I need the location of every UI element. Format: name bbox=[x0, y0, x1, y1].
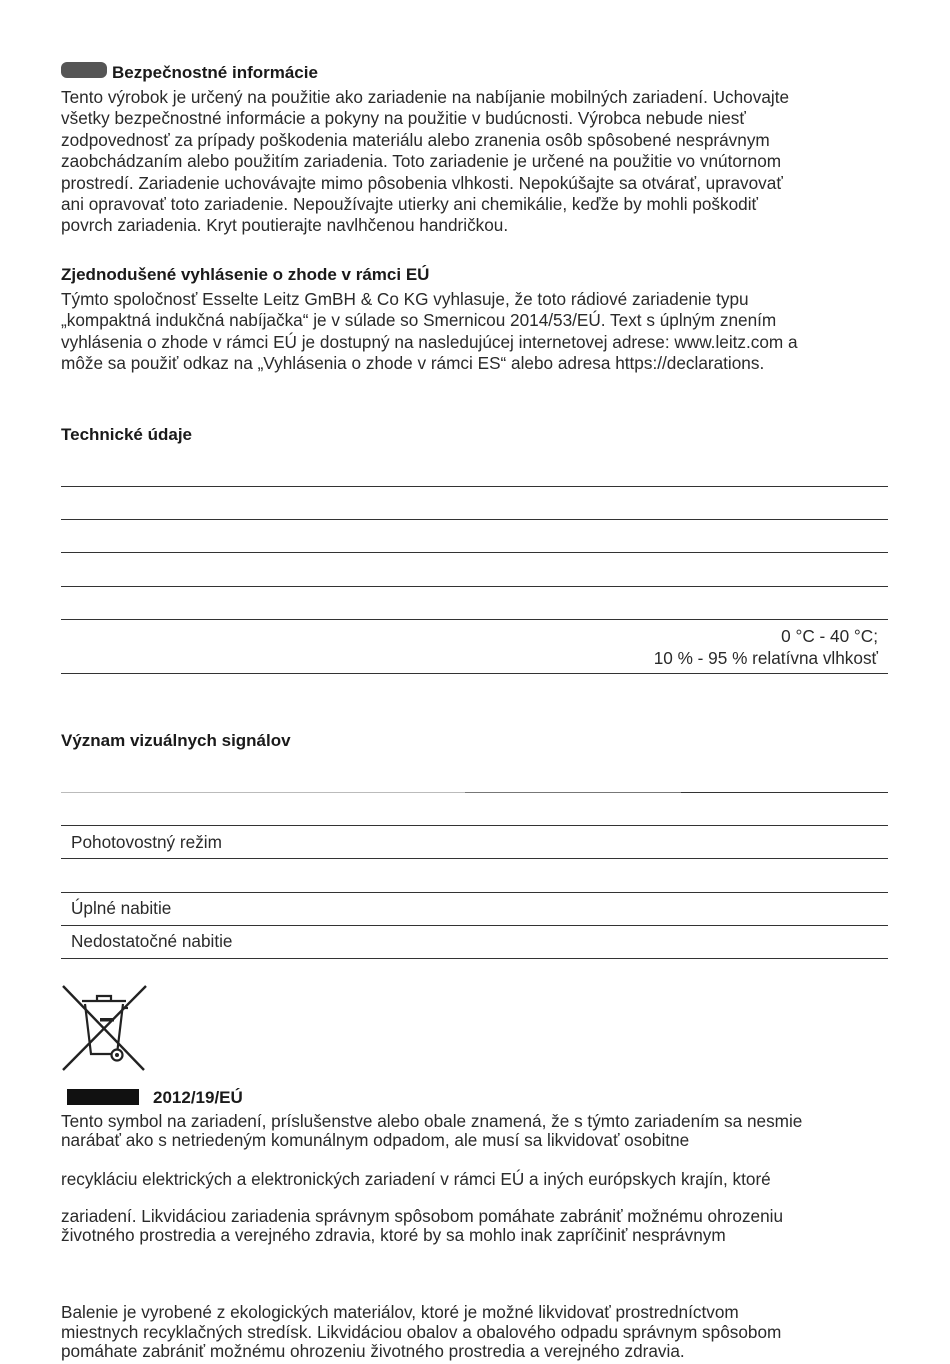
table-row-divider bbox=[61, 519, 888, 520]
table-header-divider bbox=[61, 792, 465, 793]
signal-row-full-charge: Úplné nabitie bbox=[71, 898, 172, 918]
declaration-line: môže sa použiť odkaz na „Vyhlásenia o zhode v rámci ES“ alebo adresa https://declarations. bbox=[61, 353, 765, 374]
declaration-line: Týmto spoločnosť Esselte Leitz GmBH & Co KG vyhlasuje, že toto rádiové zariadenie typu bbox=[61, 289, 749, 309]
signal-row-insufficient-charge: Nedostatočné nabitie bbox=[71, 931, 233, 951]
table-row-divider bbox=[61, 619, 888, 620]
declaration-line: vyhlásenia o zhode v rámci EÚ je dostupný na nasledujúcej internetovej adrese: www.leitz.com a bbox=[61, 331, 798, 352]
table-row-divider bbox=[61, 925, 888, 926]
table-row-divider bbox=[61, 552, 888, 553]
operating-humidity-value: 10 % - 95 % relatívna vlhkosť bbox=[653, 648, 878, 668]
signals-heading: Význam vizuálnych signálov bbox=[61, 731, 291, 750]
safety-line: prostredí. Zariadenie uchovávajte mimo pôsobenia vlhkosti. Nepokúšajte sa otvárať, upravovať bbox=[61, 172, 783, 193]
operating-temperature-value: 0 °C - 40 °C; bbox=[781, 626, 878, 646]
signal-row-standby: Pohotovostný režim bbox=[71, 832, 222, 852]
safety-line: zodpovednosť za prípady poškodenia materiálu alebo zranenia osôb spôsobené nesprávnym bbox=[61, 129, 770, 150]
weee-line: zariadení. Likvidáciou zariadenia správnym spôsobom pomáhate zabrániť možnému ohrozeniu bbox=[61, 1206, 784, 1226]
table-row-divider bbox=[61, 892, 888, 893]
table-row-divider bbox=[61, 586, 888, 587]
table-row-divider bbox=[61, 673, 888, 674]
packaging-line: pomáhate zabrániť možnému ohrozeniu životného prostredia a verejného zdravia. bbox=[61, 1341, 685, 1361]
declaration-heading: Zjednodušené vyhlásenie o zhode v rámci EÚ bbox=[61, 265, 430, 284]
table-header-divider bbox=[681, 792, 888, 793]
table-row-divider bbox=[61, 958, 888, 959]
safety-heading-marker bbox=[61, 62, 107, 78]
safety-line: povrch zariadenia. Kryt poutierajte navlhčenou handričkou. bbox=[61, 215, 509, 236]
weee-paragraph-1 bbox=[61, 1112, 802, 1150]
technical-heading: Technické údaje bbox=[61, 425, 193, 444]
safety-line: ani opravovať toto zariadenie. Nepoužívajte utierky ani chemikálie, keďže by mohli poškodiť bbox=[61, 194, 759, 215]
packaging-line: Balenie je vyrobené z ekologických materiálov, ktoré je možné likvidovať prostredníctvom bbox=[61, 1302, 739, 1322]
safety-paragraph bbox=[61, 87, 789, 237]
table-row-divider bbox=[61, 825, 888, 826]
declaration-paragraph bbox=[61, 289, 798, 375]
weee-line: narábať ako s netriedeným komunálnym odpadom, ale musí sa likvidovať osobitne bbox=[61, 1130, 690, 1150]
packaging-paragraph bbox=[61, 1303, 781, 1362]
declaration-line: „kompaktná indukčná nabíjačka“ je v súlade so Smernicou 2014/53/EÚ. Text s úplným znením bbox=[61, 310, 777, 331]
weee-paragraph-3 bbox=[61, 1207, 783, 1245]
weee-line: Tento symbol na zariadení, príslušenstve alebo obale znamená, že s týmto zariadením sa nesmie bbox=[61, 1111, 803, 1131]
weee-paragraph-2 bbox=[61, 1169, 771, 1190]
weee-directive-heading: 2012/19/EÚ bbox=[153, 1088, 243, 1107]
table-row-divider bbox=[61, 486, 888, 487]
table-header-divider bbox=[465, 792, 681, 793]
safety-line: Tento výrobok je určený na použitie ako zariadenie na nabíjanie mobilných zariadení. Uchovajte bbox=[61, 87, 790, 107]
weee-heading-marker bbox=[67, 1089, 139, 1105]
safety-heading: Bezpečnostné informácie bbox=[112, 63, 318, 82]
packaging-line: miestnych recyklačných stredísk. Likvidáciou obalov a obalového odpadu správnym spôsobom bbox=[61, 1321, 782, 1342]
safety-line: všetky bezpečnostné informácie a pokyny na použitie v budúcnosti. Výrobca nebude niesť bbox=[61, 108, 746, 129]
table-row-divider bbox=[61, 858, 888, 859]
crossed-out-wheelie-bin-icon bbox=[60, 984, 150, 1074]
safety-line: zaobchádzaním alebo použitím zariadenia. Toto zariadenie je určené na použitie vo vnútornom bbox=[61, 151, 782, 172]
weee-line: životného prostredia a verejného zdravia, ktoré by sa mohlo inak zapríčiniť nesprávnym bbox=[61, 1225, 726, 1245]
weee-line: recykláciu elektrických a elektronických zariadení v rámci EÚ a iných európskych krajín, ktoré bbox=[61, 1169, 771, 1189]
